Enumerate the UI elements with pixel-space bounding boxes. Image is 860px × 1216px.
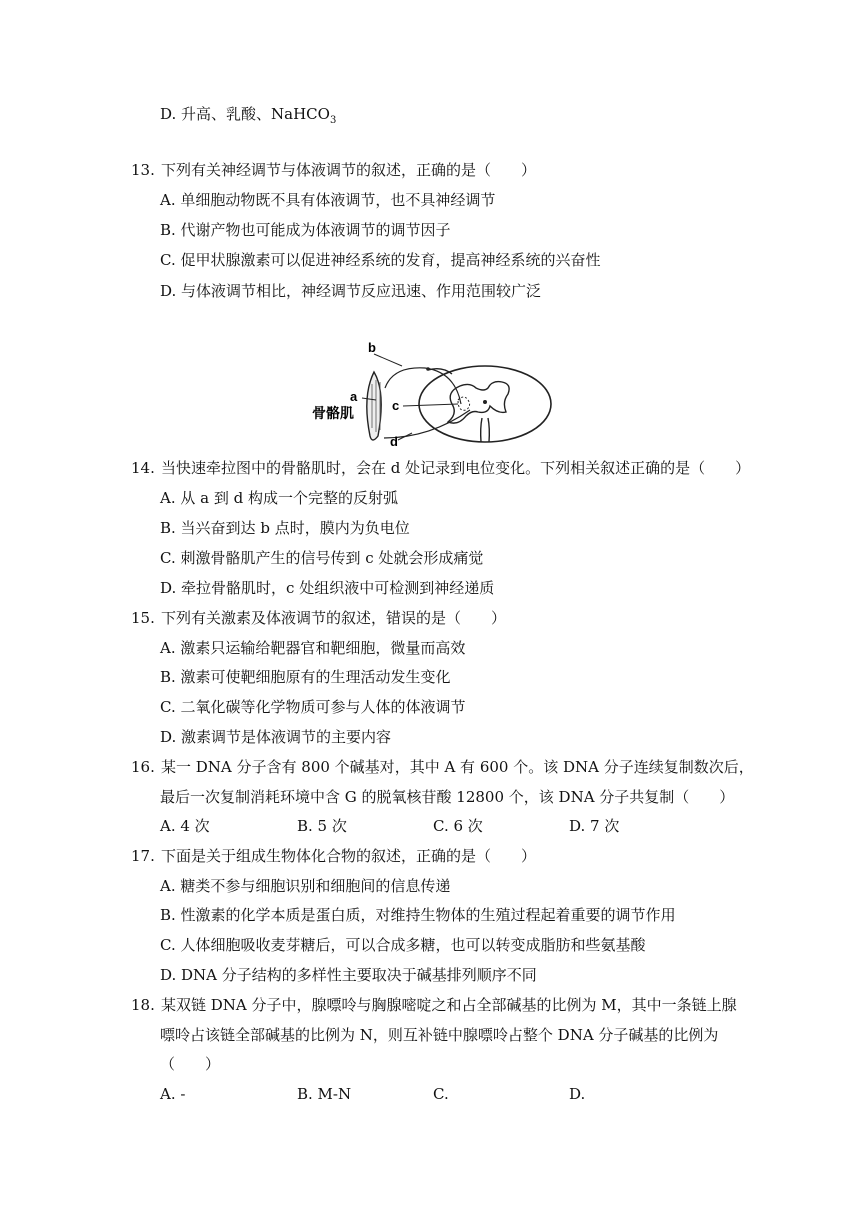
question-15-option-a: A. 激素只运输给靶器官和靶细胞，微量而高效 (160, 639, 466, 657)
question-16-stem-line2: 最后一次复制消耗环境中含 G 的脱氧核苷酸 12800 个，该 DNA 分子共复制（ ） (160, 788, 735, 806)
question-18-stem-line2: 嘌呤占该链全部碱基的比例为 N，则互补链中腺嘌呤占整个 DNA 分子碱基的比例为 (160, 1026, 719, 1044)
question-17-option-d: D. DNA 分子结构的多样性主要取决于碱基排列顺序不同 (160, 966, 537, 984)
question-13-option-a: A. 单细胞动物既不具有体液调节，也不具神经调节 (160, 191, 496, 209)
question-14-option-b: B. 当兴奋到达 b 点时，膜内为负电位 (160, 519, 410, 537)
label-b: b (368, 340, 376, 355)
question-17-option-c: C. 人体细胞吸收麦芽糖后，可以合成多糖，也可以转变成脂肪和些氨基酸 (160, 936, 646, 954)
question-16-stem: 16. 某一 DNA 分子含有 800 个碱基对，其中 A 有 600 个。该 DNA 分子连续复制数次后， (131, 758, 754, 776)
question-15-stem: 15. 下列有关激素及体液调节的叙述，错误的是（ ） (131, 609, 507, 627)
ventral-fissure (481, 418, 490, 442)
question-18-option-b: B. M-N (297, 1085, 352, 1103)
gray-matter (448, 382, 509, 424)
question-15-option-c: C. 二氧化碳等化学物质可参与人体的体液调节 (160, 698, 466, 716)
question-15-option-b: B. 激素可使靶细胞原有的生理活动发生变化 (160, 668, 451, 686)
question-16-option-d: D. 7 次 (569, 817, 620, 835)
question-14-option-d: D. 牵拉骨骼肌时，c 处组织液中可检测到神经递质 (160, 579, 495, 597)
label-skeletal-muscle: 骨骼肌 (312, 406, 354, 422)
question-16-option-a: A. 4 次 (160, 817, 210, 835)
question-14-option-c: C. 刺激骨骼肌产生的信号传到 c 处就会形成痛觉 (160, 549, 484, 567)
label-a: a (350, 389, 358, 404)
question-18-option-c: C. (433, 1085, 449, 1103)
skeletal-muscle-shape (367, 372, 381, 440)
label-c: c (392, 398, 400, 413)
question-17-option-a: A. 糖类不参与细胞识别和细胞间的信息传递 (160, 877, 451, 895)
question-18-option-a: A. - (160, 1085, 186, 1103)
question-13-option-c: C. 促甲状腺激素可以促进神经系统的发育，提高神经系统的兴奋性 (160, 251, 601, 269)
label-b-leader (374, 354, 402, 366)
synapse-c (458, 397, 470, 410)
question-18-stem-line3: （ ） (160, 1055, 221, 1073)
label-d-leader (398, 433, 412, 440)
question-13-stem: 13. 下列有关神经调节与体液调节的叙述，正确的是（ ） (131, 161, 537, 179)
reflex-arc-figure (310, 338, 560, 446)
question-18-stem: 18. 某双链 DNA 分子中，腺嘌呤与胸腺嘧啶之和占全部碱基的比例为 M，其中一条链上腺 (131, 996, 737, 1014)
question-17-option-b: B. 性激素的化学本质是蛋白质，对维持生物体的生殖过程起着重要的调节作用 (160, 906, 676, 924)
question-15-option-d: D. 激素调节是体液调节的主要内容 (160, 728, 392, 746)
label-d: d (390, 434, 398, 446)
question-17-stem: 17. 下面是关于组成生物体化合物的叙述，正确的是（ ） (131, 847, 537, 865)
question-18-option-d: D. (569, 1085, 586, 1103)
label-c-leader (403, 404, 458, 406)
central-canal (483, 400, 487, 404)
question-16-option-c: C. 6 次 (433, 817, 483, 835)
question-13-option-d: D. 与体液调节相比，神经调节反应迅速、作用范围较广泛 (160, 282, 542, 300)
question-14-option-a: A. 从 a 到 d 构成一个完整的反射弧 (160, 489, 398, 507)
question-14-stem: 14. 当快速牵拉图中的骨骼肌时，会在 d 处记录到电位变化。下列相关叙述正确的是（ ） (131, 459, 751, 477)
prev-option-d: D. 升高、乳酸、NaHCO$_3$ (160, 105, 337, 126)
question-16-option-b: B. 5 次 (297, 817, 347, 835)
question-13-option-b: B. 代谢产物也可能成为体液调节的调节因子 (160, 221, 451, 239)
